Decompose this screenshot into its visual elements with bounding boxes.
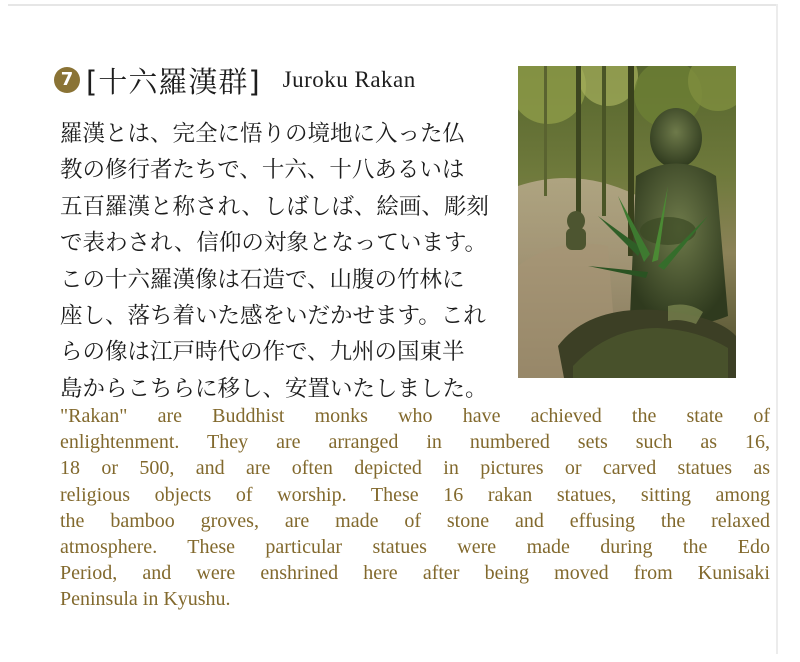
english-description [60,403,770,613]
japanese-line: 島からこちらに移し、安置いたしました。 [60,375,488,402]
section-title-english: Juroku Rakan [282,67,416,92]
japanese-line: 教の修行者たちで、十六、十八あるいは [60,157,465,184]
section-number-badge: 7 [54,67,80,93]
page-edge-top [8,4,778,6]
japanese-line: らの像は江戸時代の作で、九州の国東半 [60,339,465,366]
english-line: enlightenment. They are arranged in numbered sets such as 16, [60,431,770,454]
english-line: Peninsula in Kyushu. [60,588,231,611]
english-line: atmosphere. These particular statues were made during the Edo [60,535,770,558]
english-line: the bamboo groves, are made of stone and effusing the relaxed [60,509,770,532]
rakan-statue-photo [518,66,736,378]
japanese-line: 座し、落ち着いた感をいだかせます。これ [60,302,486,329]
japanese-line: この十六羅漢像は石造で、山腹の竹林に [60,266,465,293]
english-line: "Rakan" are Buddhist monks who have achieved the state of [60,405,770,427]
japanese-description [60,116,512,407]
section-header [54,58,514,102]
japanese-line: 羅漢とは、完全に悟りの境地に入った仏 [60,121,466,147]
english-line: 18 or 500, and are often depicted in pictures or carved statues as [60,457,770,480]
japanese-line: で表わされ、信仰の対象となっています。 [60,230,488,257]
english-line: Period, and were enshrined here after being moved from Kunisaki [60,562,770,585]
japanese-line: 五百羅漢と称され、しばしば、絵画、彫刻 [60,193,489,220]
section-title-japanese: [十六羅漢群] [86,64,261,99]
page-edge-right [776,4,778,654]
english-line: religious objects of worship. These 16 rakan statues, sitting among [60,483,770,506]
